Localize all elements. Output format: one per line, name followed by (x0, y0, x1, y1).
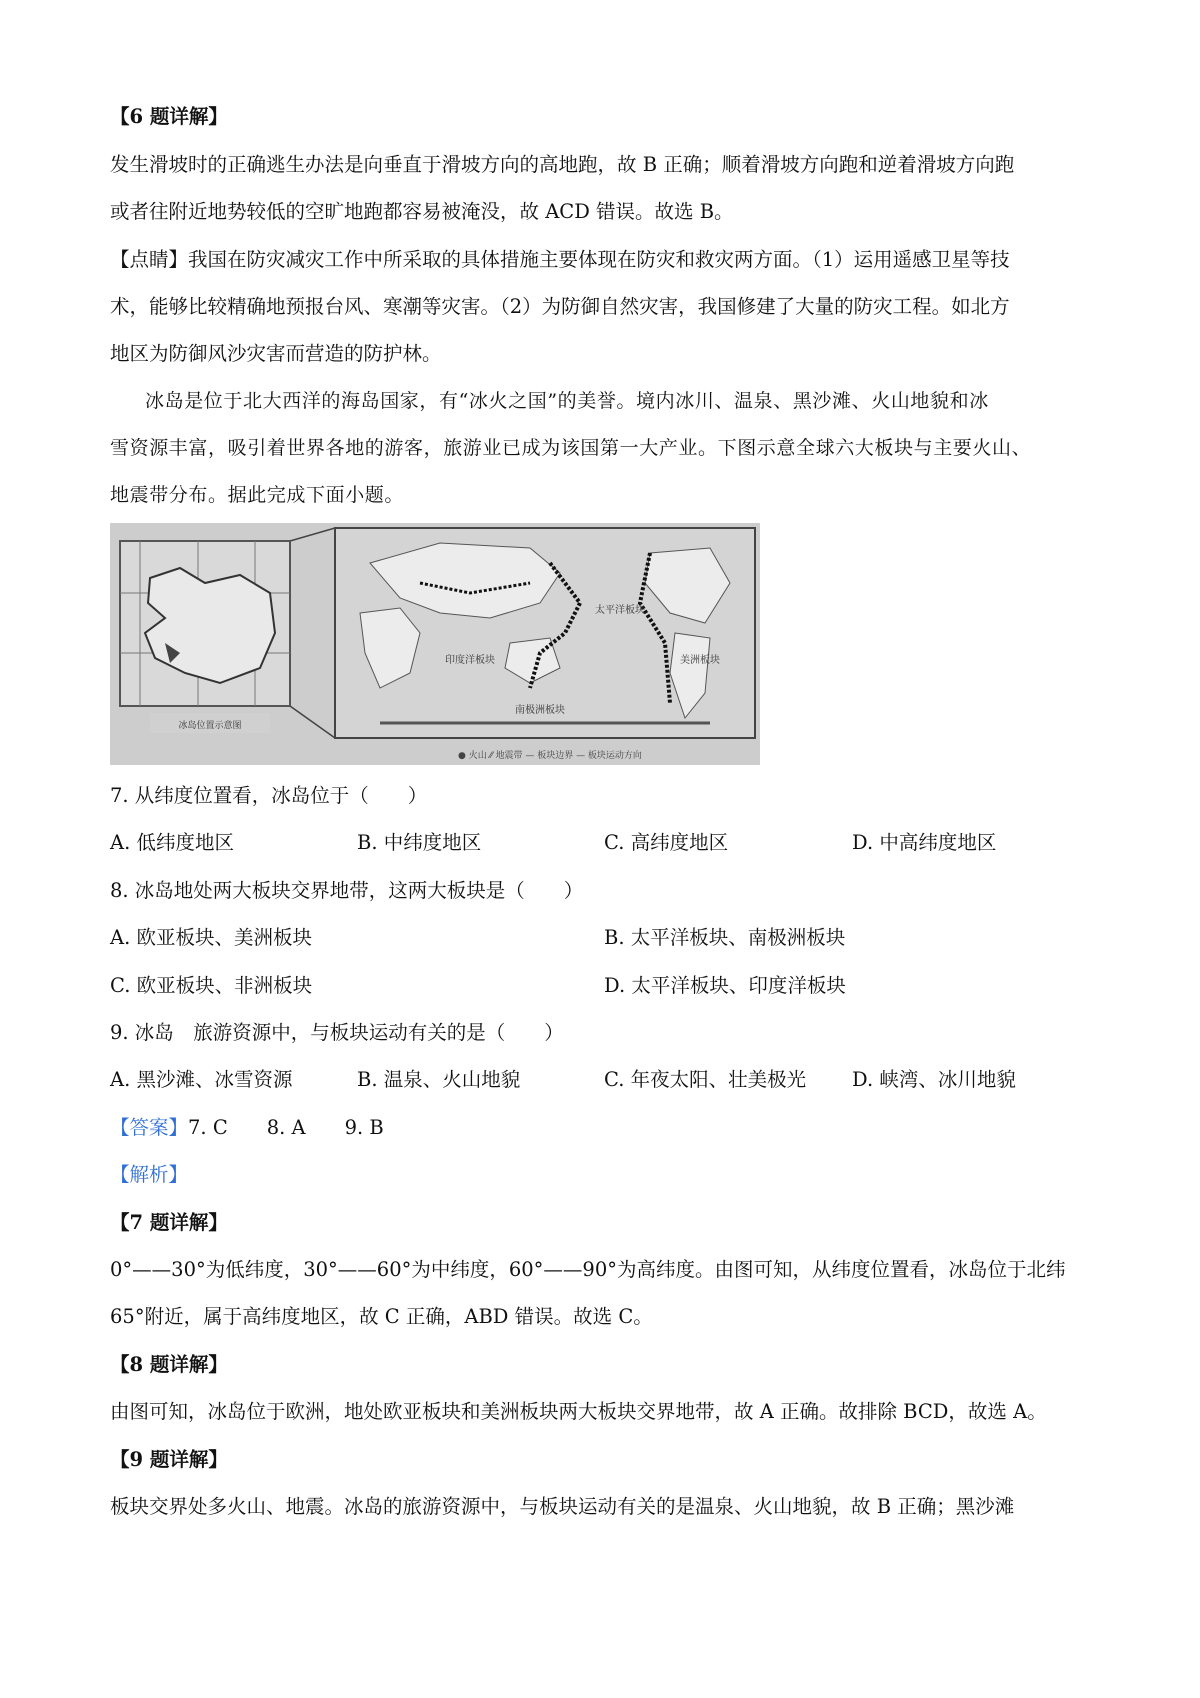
q8-detail-line-1: 由图可知，冰岛位于欧洲，地处欧亚板块和美洲板块两大板块交界地带，故 A 正确。故排除 BCD，故选 A。 (110, 1400, 1047, 1423)
q6-detail-header: 【6 题详解】 (110, 105, 228, 128)
q9-detail-header: 【9 题详解】 (110, 1448, 228, 1471)
q9-option-c: C. 年夜太阳、壮美极光 (604, 1068, 807, 1091)
map-legend: ● 火山 ⁄⁄ 地震带 — 板块边界 — 板块运动方向 (458, 751, 642, 761)
q7-detail-line-2: 65°附近，属于高纬度地区，故 C 正确，ABD 错误。故选 C。 (110, 1305, 653, 1328)
label-indian: 印度洋板块 (445, 655, 495, 666)
q8-option-b: B. 太平洋板块、南极洲板块 (604, 926, 846, 949)
q8-option-d: D. 太平洋板块、印度洋板块 (604, 974, 846, 997)
plate-map-figure (110, 523, 760, 765)
q8-stem: 8. 冰岛地处两大板块交界地带，这两大板块是（ ） (110, 879, 584, 902)
q7-option-b: B. 中纬度地区 (357, 831, 482, 854)
pointer-line-1: 【点睛】我国在防灾减灾工作中所采取的具体措施主要体现在防灾和救灾两方面。（1）运用遥感卫星等技 (110, 248, 1010, 271)
q9-option-d: D. 峡湾、冰川地貌 (852, 1068, 1016, 1091)
q8-detail-header: 【8 题详解】 (110, 1353, 228, 1376)
inset-caption: 冰岛位置示意图 (178, 721, 242, 731)
q7-option-d: D. 中高纬度地区 (852, 831, 997, 854)
q7-stem: 7. 从纬度位置看，冰岛位于（ ） (110, 784, 428, 807)
q7-option-a: A. 低纬度地区 (110, 831, 234, 854)
world-map (335, 528, 755, 738)
q6-detail-line-1: 发生滑坡时的正确逃生办法是向垂直于滑坡方向的高地跑，故 B 正确；顺着滑坡方向跑和逆着滑坡方向跑 (110, 153, 1015, 176)
pointer-line-3: 地区为防御风沙灾害而营造的防护林。 (110, 342, 442, 365)
intro-line-3: 地震带分布。据此完成下面小题。 (110, 484, 405, 506)
q9-option-a: A. 黑沙滩、冰雪资源 (110, 1068, 293, 1091)
q7-option-c: C. 高纬度地区 (604, 831, 729, 854)
label-america: 美洲板块 (680, 655, 720, 666)
q9-stem: 9. 冰岛 旅游资源中，与板块运动有关的是（ ） (110, 1021, 564, 1044)
iceland-inset (120, 541, 290, 733)
q8-option-a: A. 欧亚板块、美洲板块 (110, 926, 312, 949)
answer-row (110, 1114, 384, 1142)
label-pacific: 太平洋板块 (595, 605, 645, 616)
answer-text: 7. C 8. A 9. B (188, 1116, 384, 1139)
intro-line-2: 雪资源丰富，吸引着世界各地的游客，旅游业已成为该国第一大产业。下图示意全球六大板块与主要火山、 (110, 437, 1032, 459)
q7-detail-line-1: 0°——30°为低纬度，30°——60°为中纬度，60°——90°为高纬度。由图可知，从纬度位置看，冰岛位于北纬 (110, 1258, 1066, 1281)
answer-label: 【答案】 (110, 1116, 189, 1139)
q6-detail-line-2: 或者往附近地势较低的空旷地跑都容易被淹没，故 ACD 错误。故选 B。 (110, 200, 734, 223)
q7-detail-header: 【7 题详解】 (110, 1211, 228, 1234)
plate-map-svg (110, 523, 760, 765)
pointer-line-2: 术，能够比较精确地预报台风、寒潮等灾害。（2）为防御自然灾害，我国修建了大量的防灾工程。如北方 (110, 295, 1010, 318)
intro-line-1: 冰岛是位于北大西洋的海岛国家，有“冰火之国”的美誉。境内冰川、温泉、黑沙滩、火山地貌和冰 (145, 390, 989, 412)
label-antarctic: 南极洲板块 (515, 705, 565, 716)
q9-detail-line-1: 板块交界处多火山、地震。冰岛的旅游资源中，与板块运动有关的是温泉、火山地貌，故 B 正确；黑沙滩 (110, 1495, 1015, 1518)
analysis-label: 【解析】 (110, 1163, 189, 1186)
q9-option-b: B. 温泉、火山地貌 (357, 1068, 521, 1091)
q8-option-c: C. 欧亚板块、非洲板块 (110, 974, 313, 997)
